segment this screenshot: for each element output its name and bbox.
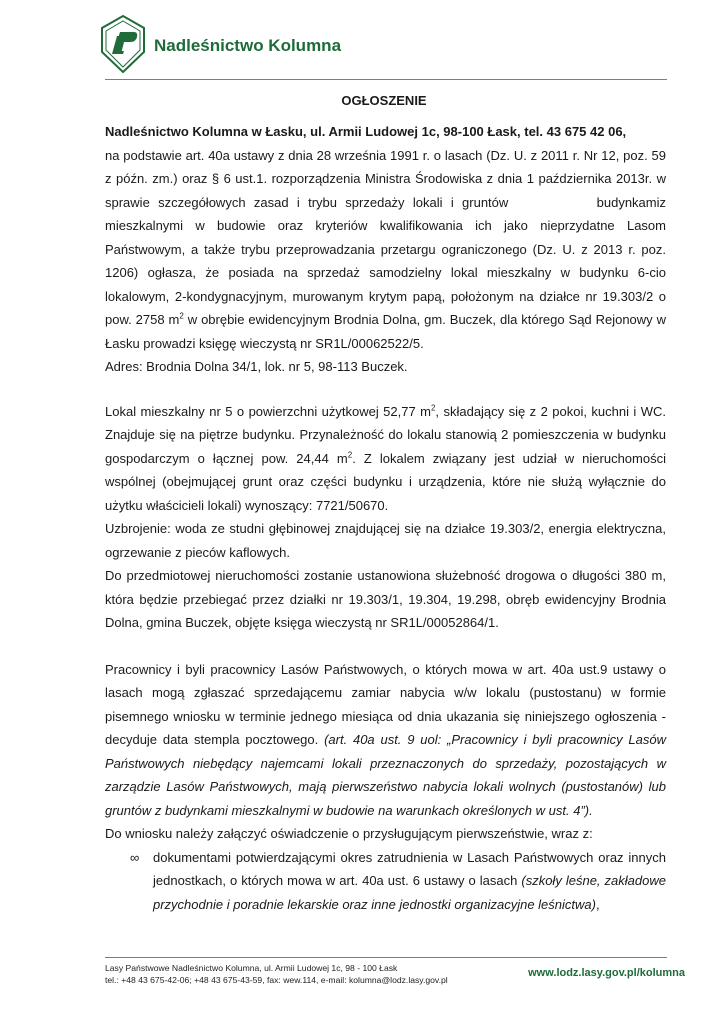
lasy-panstwowe-logo-icon (100, 14, 146, 74)
footer-address: Lasy Państwowe Nadleśnictwo Kolumna, ul. Armii Ludowej 1c, 98 - 100 Łask (105, 963, 398, 973)
letterhead (100, 14, 670, 80)
header-divider (105, 79, 667, 80)
easement-paragraph: Do przedmiotowej nieruchomości zostanie ustanowiona służebność drogowa o długości 380 m, która będzie przebiegać przez działki nr 19.303/1, 19.304, 19.298, obręb ewidencyjny Brodnia Dolna, gmina Buczek, objęte księga wieczystą nr SR1L/00052864/1. (105, 568, 666, 630)
brand-name: Nadleśnictwo Kolumna (154, 36, 342, 55)
list-item-text: dokumentami potwierdzającymi okres zatrudnienia w Lasach Państwowych oraz innych jednostkach, o których mowa w art. 40a ust. 6 ustawy o lasach (szkoły leśne, zakładowe przychodnie i poradnie lekarskie oraz inne jednostki organizacyjne leśnictwa), (153, 849, 666, 912)
unit-description-paragraph: Lokal mieszkalny nr 5 o powierzchni użytkowej 52,77 $m^2$, składający się z 2 pokoi, kuchni i WC. Znajduje się na piętrze budynku. Przynależność do lokalu stanowią 2 pomieszczenia w budynku gospodarczym o łącznej pow. 24,44 $m^2$. Z lokalem związany jest udział w nieruchomości wspólnej (obejmującej grunt oraz części budynku i urządzenia, które nie służą wyłącznie do użytku właścicieli lokali) wynoszący: 7721/50670. (105, 403, 666, 513)
legal-basis-paragraph: na podstawie art. 40a ustawy z dnia 28 września 1991 r. o lasach (Dz. U. z 2011 r. Nr 12, poz. 59 z późn. zm.) oraz § 6 ust.1. rozporządzenia Ministra Środowiska z dnia 1 października 2013r. w sprawie szczegółowych zasad i trybu sprzedaży lokali i gruntów z budynkami mieszkalnymi w budowie oraz kryteriów kwalifikowania ich jako nieprzydatne Lasom Państwowym, a także trybu przeprowadzania przetargu ograniczonego (Dz. U. z 2013 r. poz. 1206) ogłasza, że posiada na sprzedaż samodzielny lokal mieszkalny w budynku 6-cio lokalowym, 2-kondygnacyjnym, murowanym krytym papą, położonym na działce nr 19.303/2 o pow. 2758 $m^2$ w obrębie ewidencyjnym Brodnia Dolna, gm. Buczek, dla którego Sąd Rejonowy w Łasku prowadzi księgę wieczystą nr SR1L/00062522/5. (105, 147, 666, 351)
utilities-paragraph: Uzbrojenie: woda ze studni głębinowej znajdującej się na działce 19.303/2, energia elektryczna, ogrzewanie z pieców kaflowych. (105, 521, 666, 560)
website-link[interactable]: www.lodz.lasy.gov.pl/kolumna (528, 967, 685, 979)
footer-contact: tel.: +48 43 675-42-06; +48 43 675-43-59, fax: wew.114, e-mail: kolumna@lodz.lasy.gov.pl (105, 975, 448, 985)
announcer-line: Nadleśnictwo Kolumna w Łasku, ul. Armii Ludowej 1c, 98-100 Łask, tel. 43 675 42 06, (105, 124, 627, 139)
employees-priority-paragraph: Pracownicy i byli pracownicy Lasów Państwowych, o których mowa w art. 40a ust.9 ustawy o lasach mogą zgłaszać sprzedającemu zamiar nabycia w/w lokalu (pustostanu) w formie pisemnego wniosku w terminie jednego miesiąca od dnia ukazania się niniejszego ogłoszenia - decyduje data stempla pocztowego. (art. 40a ust. 9 uol: „Pracownicy i byli pracownicy Lasów Państwowych niebędący najemcami lokali przeznaczonych do sprzedaży, pozostających w zarządzie Lasów Państwowych, mają pierwszeństwo nabycia lokali wolnych (pustostanów) lub gruntów z budynkami mieszkalnymi w budowie na warunkach określonych w ust. 4”). (105, 661, 666, 818)
bullet-icon: ∞ (130, 849, 140, 865)
list-item (130, 846, 666, 917)
attachments-intro: Do wniosku należy załączyć oświadczenie o przysługującym pierwszeństwie, wraz z: (105, 826, 593, 841)
address-line: Adres: Brodnia Dolna 34/1, lok. nr 5, 98-113 Buczek. (105, 359, 408, 374)
footer-divider (105, 957, 667, 958)
document-title: OGŁOSZENIE (341, 93, 427, 108)
document-body (105, 120, 666, 916)
